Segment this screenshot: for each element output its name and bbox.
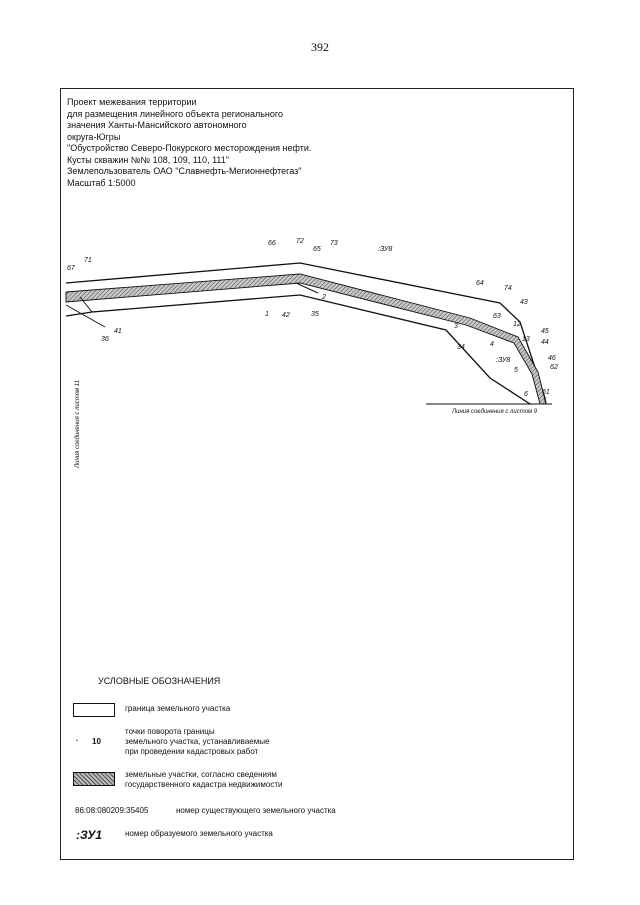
junction-note-left: Линия соединения с листом 11	[75, 379, 81, 468]
title-line: значения Ханты-Мансийского автономного	[67, 120, 247, 130]
point-label: 73	[330, 240, 338, 247]
point-label: 35	[311, 311, 319, 318]
point-label: 46	[548, 355, 556, 362]
legend-turn-points-text	[125, 727, 269, 757]
legend-cad-number: 86:08:080209:35405	[75, 806, 149, 815]
point-label: 44	[541, 339, 549, 346]
point-label: 74	[504, 285, 512, 292]
title-line: Кусты скважин №№ 108, 109, 110, 111"	[67, 154, 229, 165]
title-line: Землепользователь ОАО "Славнефть-Мегионнефтегаз"	[67, 166, 302, 176]
title-line: для размещения линейного объекта регионального	[67, 108, 283, 119]
legend-line: при проведении кадастровых работ	[125, 747, 259, 756]
point-label: 5	[514, 367, 518, 374]
point-label: 67	[67, 265, 75, 272]
point-label: 61	[542, 389, 550, 396]
legend-boundary-text: граница земельного участка	[125, 704, 231, 713]
point-label: 62	[550, 364, 558, 371]
title-line: Проект межевания территории	[67, 97, 197, 107]
legend-point-number: 10	[92, 737, 101, 746]
legend-new-plot-desc: номер образуемого земельного участка	[125, 829, 273, 838]
point-label: 63	[493, 313, 501, 320]
point-label: 66	[268, 240, 276, 247]
point-label: 42	[282, 312, 290, 319]
point-label: 3	[454, 323, 458, 330]
plot-number-label: :ЗУ8	[496, 357, 511, 364]
title-line: Масштаб 1:5000	[67, 177, 136, 188]
point-label: 2	[322, 294, 326, 301]
point-label: 43	[520, 299, 528, 306]
legend-title: УСЛОВНЫЕ ОБОЗНАЧЕНИЯ	[98, 676, 221, 686]
title-line: "Обустройство Северо-Покурского месторождения нефти.	[67, 143, 312, 153]
gkn-strip	[66, 274, 546, 404]
legend-gkn-swatch	[73, 772, 115, 786]
point-label: 71	[84, 257, 92, 264]
point-label: 36	[101, 336, 109, 343]
point-label: 65	[313, 246, 321, 253]
point-label: 45	[541, 328, 549, 335]
plot-number-label: :ЗУ8	[378, 246, 393, 253]
legend-boundary-swatch	[73, 703, 115, 717]
point-label: 72	[296, 238, 304, 245]
point-label: 13	[522, 336, 530, 343]
page-number: 392	[311, 40, 329, 54]
point-label: 12	[513, 321, 521, 328]
legend-line: земельные участки, согласно сведениям	[125, 770, 277, 779]
legend-line: государственного кадастра недвижимости	[125, 780, 283, 789]
point-label: 1	[265, 311, 269, 318]
legend-line: земельного участка, устанавливаемые	[125, 737, 270, 746]
point-label: 6	[524, 391, 528, 398]
point-label: 41	[114, 328, 122, 335]
title-line: округа-Югры	[67, 131, 121, 142]
junction-note-bottom: Линия соединения с листом 9	[452, 409, 538, 415]
legend-cad-number-desc: номер существующего земельного участка	[176, 806, 336, 815]
legend-line: точки поворота границы	[125, 727, 215, 736]
legend-new-plot-symbol: :ЗУ1	[76, 828, 103, 842]
point-label: 4	[490, 341, 494, 348]
legend-gkn-text	[125, 770, 282, 790]
point-label: 64	[476, 280, 484, 287]
boundary-segment	[66, 305, 105, 327]
legend-point-symbol: ·	[76, 736, 79, 745]
point-label: 34	[457, 344, 465, 351]
